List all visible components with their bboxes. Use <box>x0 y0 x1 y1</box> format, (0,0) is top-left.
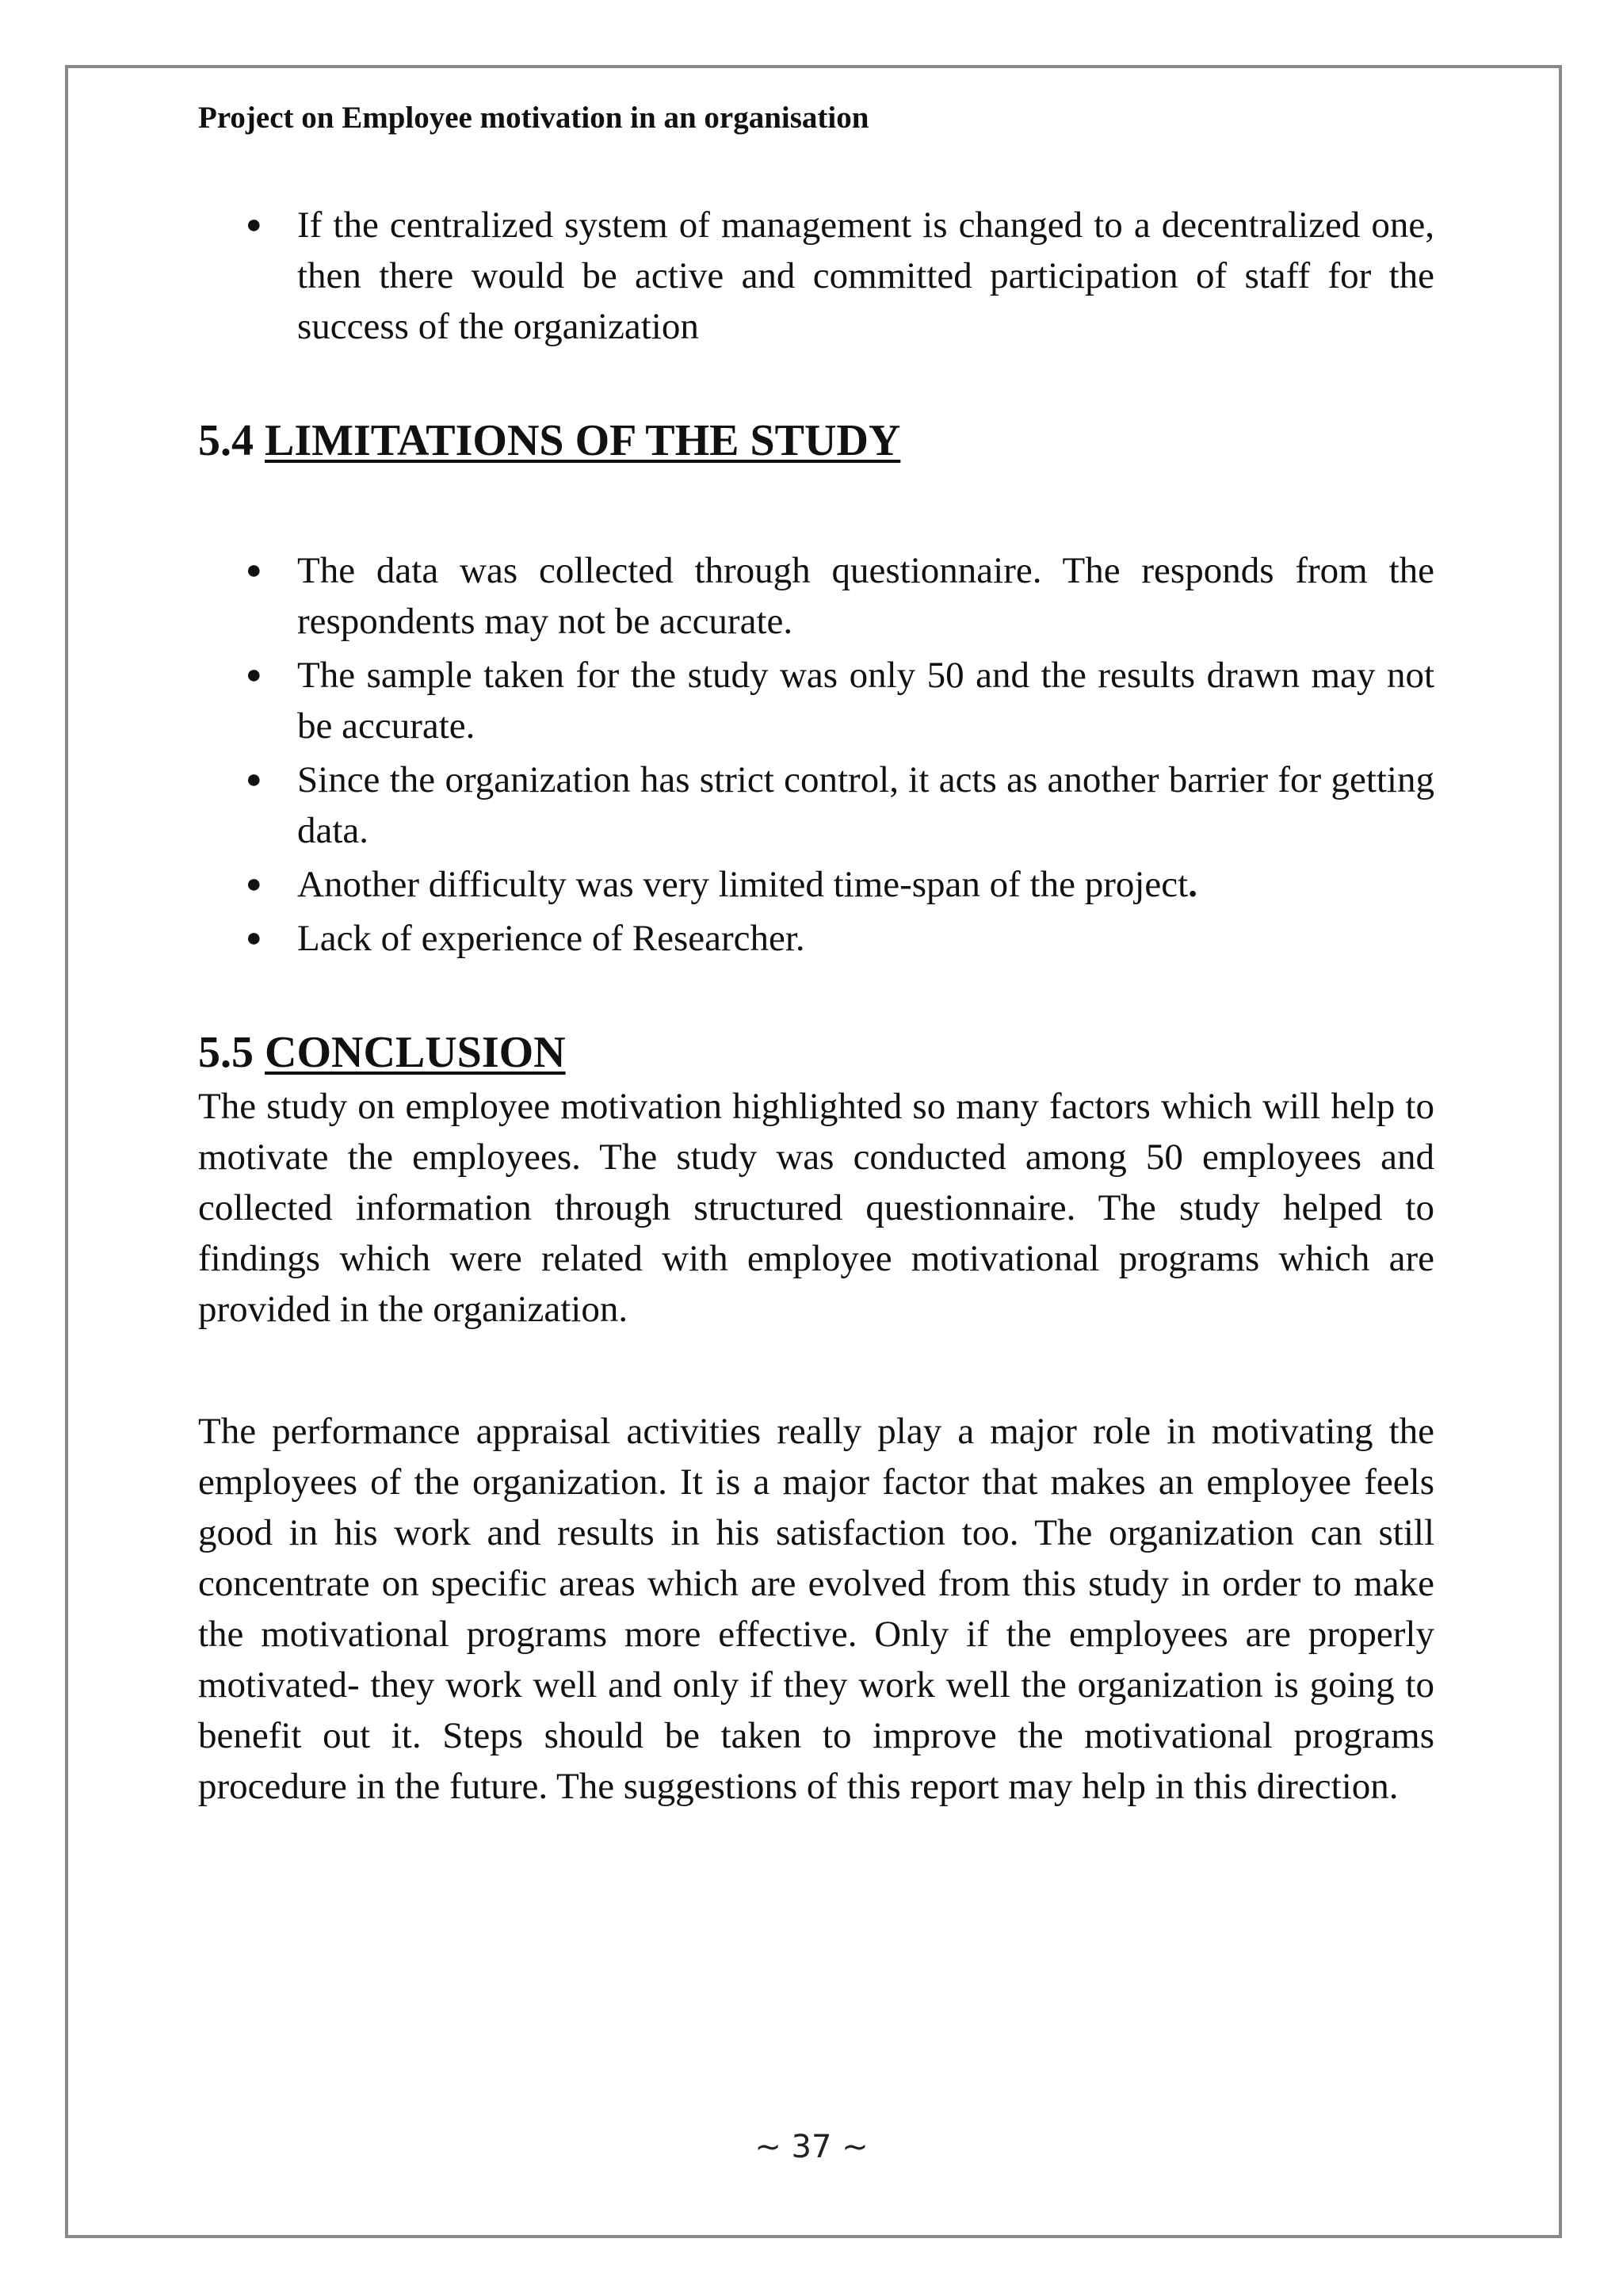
section-title: CONCLUSION <box>265 1028 566 1077</box>
page-number: ~ 37 ~ <box>754 2129 869 2165</box>
running-header: Project on Employee motivation in an organisation <box>198 101 869 135</box>
bullet-icon: ● <box>246 765 262 794</box>
list-item <box>198 913 1434 964</box>
section-number: 5.4 <box>198 416 254 465</box>
bullet-icon: ● <box>246 923 262 953</box>
list-item <box>198 859 1434 910</box>
list-item <box>198 650 1434 751</box>
section-title: LIMITATIONS OF THE STUDY <box>265 416 901 465</box>
bullet-icon: ● <box>246 556 262 585</box>
section-number: 5.5 <box>198 1028 254 1077</box>
bullet-text: Lack of experience of Researcher. <box>297 918 805 959</box>
conclusion-paragraph-1: The study on employee motivation highlighted so many factors which will help to motivate the employees. The study was conducted among 50 employees and collected information through structured questionnaire. The study helped to findings which were related with employee motivational programs which are provided in the organization. <box>198 1086 1434 1330</box>
conclusion-paragraph-2: The performance appraisal activities really play a major role in motivating the employees of the organization. It is a major factor that makes an employee feels good in his work and results in his satisfaction too. The organization can still concentrate on specific areas which are evolved from this study in order to make the motivational programs more effective. Only if the employees are properly motivated- they work well and only if they work well the organization is going to benefit out it. Steps should be taken to improve the motivational programs procedure in the future. The suggestions of this report may help in this direction. <box>198 1411 1434 1807</box>
limitations-bullets-block <box>198 545 1434 967</box>
bullet-text: The data was collected through questionnaire. The responds from the respondents may not be accurate. <box>297 550 1434 642</box>
intro-bullet-list <box>198 200 1434 352</box>
intro-bullets-block <box>198 200 1434 355</box>
section-heading-conclusion <box>198 1024 1434 1081</box>
bullet-text: Another difficulty was very limited time-span of the project <box>297 864 1189 905</box>
list-item <box>198 200 1434 352</box>
list-item <box>198 755 1434 856</box>
conclusion-block <box>198 1024 1434 1812</box>
limitations-bullet-list <box>198 545 1434 964</box>
bullet-text: Since the organization has strict control, it acts as another barrier for getting data. <box>297 759 1434 851</box>
bullet-trailing-period: . <box>1188 864 1197 905</box>
bullet-text: The sample taken for the study was only 50 and the results drawn may not be accurate. <box>297 655 1434 747</box>
bullet-icon: ● <box>246 869 262 899</box>
section-heading-limitations <box>198 412 1434 469</box>
bullet-icon: ● <box>246 660 262 690</box>
list-item <box>198 545 1434 647</box>
limitations-heading-block <box>198 412 1434 469</box>
bullet-icon: ● <box>246 210 262 239</box>
bullet-text: If the centralized system of management is changed to a decentralized one, then there would be active and committed participation of staff for the success of the organization <box>297 204 1434 347</box>
